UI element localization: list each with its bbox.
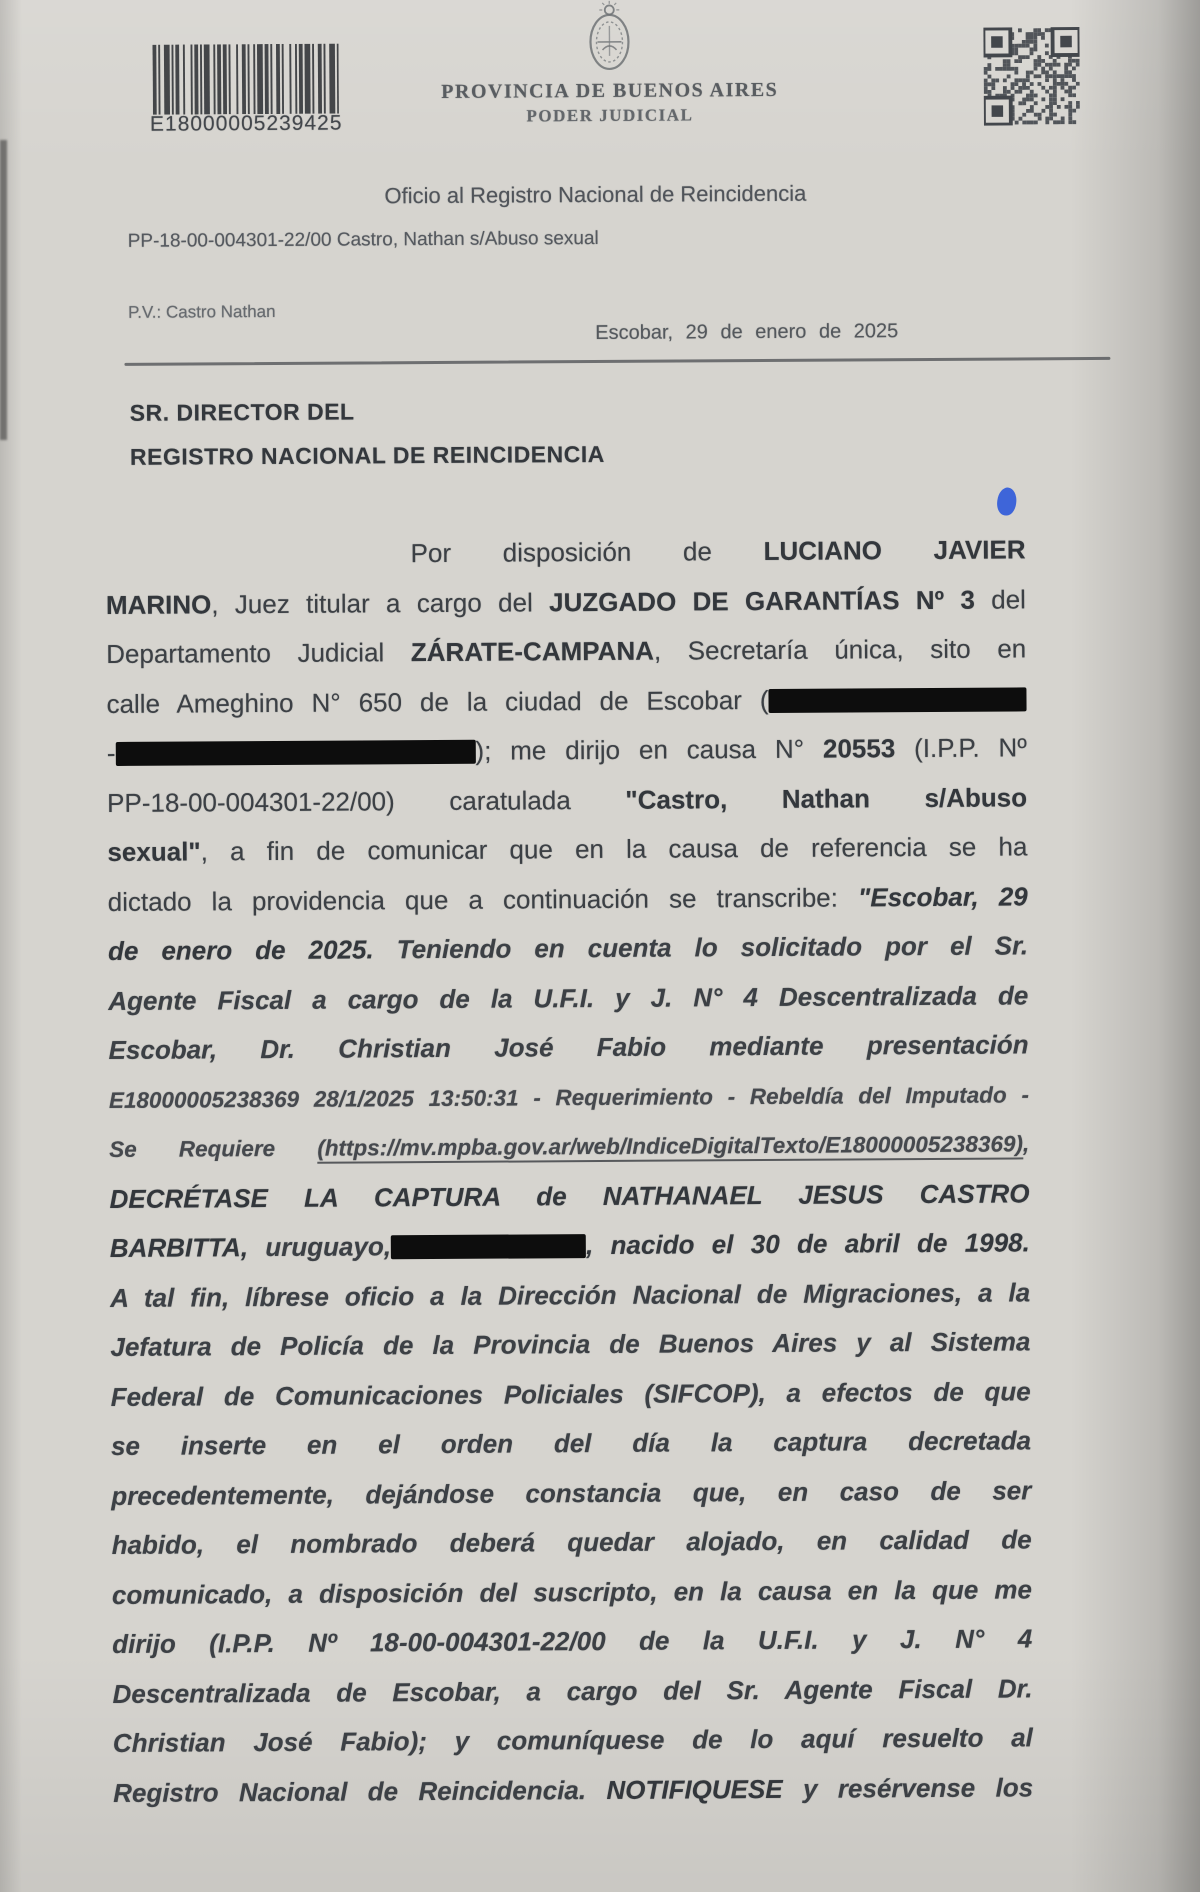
text-segment: , a fin de comunicar que en la causa de referencia se ha	[200, 831, 1028, 867]
barcode-label: E18000005239425	[149, 111, 343, 136]
text-segment: PP-18-00-004301-22/00) caratulada	[107, 784, 626, 818]
addressee-line-2: REGISTRO NACIONAL DE REINCIDENCIA	[129, 440, 605, 470]
redaction-bar	[391, 1234, 586, 1259]
text-segment: ZÁRATE-CAMPANA	[410, 635, 655, 668]
text-segment: NOTIFIQUESE	[606, 1773, 783, 1805]
text-segment: se inserte en el orden del día la captura decretada	[110, 1425, 1032, 1461]
text-line	[113, 1713, 1033, 1768]
coat-of-arms-icon	[577, 0, 641, 78]
text-segment: Agente Fiscal a cargo de la U.F.I. y J. N° 4 Descentralizada de	[108, 979, 1029, 1016]
text-line	[106, 575, 1026, 630]
text-line	[105, 525, 1025, 580]
text-segment: DECRÉTASE LA CAPTURA de NATHANAEL JESUS CASTRO	[109, 1177, 1030, 1214]
text-segment: ,	[1022, 1131, 1030, 1157]
text-segment: habido, el nombrado deberá quedar alojado, en calidad de	[111, 1524, 1032, 1560]
place-date: Escobar, 29 de enero de 2025	[595, 320, 899, 345]
text-line	[108, 1020, 1028, 1075]
text-line	[111, 1416, 1031, 1471]
addressee-line-1: SR. DIRECTOR DEL	[129, 398, 355, 426]
qr-code-icon	[983, 27, 1080, 126]
text-line	[112, 1614, 1032, 1669]
pv-note: P.V.: Castro Nathan	[128, 301, 276, 322]
document-title: Oficio al Registro Nacional de Reincidencia	[384, 180, 807, 209]
text-segment: , Secretaría única, sito en	[653, 633, 1027, 666]
text-segment: JUZGADO DE GARANTÍAS Nº 3	[549, 584, 975, 617]
text-segment: MARINO	[105, 588, 212, 620]
text-line	[110, 1317, 1030, 1372]
text-line	[111, 1466, 1031, 1521]
text-segment: Escobar, Dr. Christian José Fabio mediante presentación	[108, 1029, 1029, 1066]
text-line	[112, 1565, 1032, 1620]
text-line	[108, 872, 1028, 927]
text-segment: precedentemente, dejándose constancia que, en caso de ser	[111, 1474, 1032, 1511]
text-line	[109, 1169, 1029, 1224]
text-segment: Por disposición de	[410, 535, 764, 569]
org-subtitle: PODER JUDICIAL	[526, 105, 694, 126]
text-segment: Teniendo en cuenta lo solicitado por el Sr.	[373, 930, 1029, 965]
text-segment: Descentralizada de Escobar, a cargo del Sr. Agente Fiscal Dr.	[112, 1672, 1033, 1709]
text-line	[106, 624, 1026, 679]
text-segment: uruguayo,	[247, 1231, 392, 1263]
text-segment: Departamento Judicial	[106, 637, 411, 670]
text-segment: del	[974, 583, 1026, 615]
text-line	[109, 1070, 1029, 1125]
text-segment: LUCIANO JAVIER	[763, 534, 1026, 566]
text-line	[110, 1268, 1030, 1323]
text-line	[107, 723, 1027, 778]
text-segment: sexual"	[107, 836, 201, 868]
org-name: PROVINCIA DE BUENOS AIRES	[441, 78, 779, 103]
text-segment: "Castro, Nathan s/Abuso	[625, 781, 1028, 815]
text-segment: E18000005238369 28/1/2025 13:50:31 - Requerimiento - Rebeldía del Imputado -	[108, 1081, 1029, 1113]
separator-line	[124, 357, 1110, 366]
text-line	[110, 1218, 1030, 1273]
body-text	[105, 525, 1033, 1818]
text-segment: (https://mv.mpba.gov.ar/web/IndiceDigitalTexto/E18000005238369)	[317, 1131, 1023, 1163]
text-segment: BARBITTA,	[109, 1232, 249, 1263]
text-segment: de enero de 2025.	[107, 934, 374, 967]
redaction-bar	[768, 687, 1026, 713]
text-line	[107, 773, 1027, 828]
text-line	[113, 1763, 1033, 1818]
text-segment: y resérvense los	[782, 1771, 1034, 1804]
text-segment: ); me dirijo en causa N°	[475, 733, 824, 766]
text-segment: Christian José Fabio); y comuníquese de lo aquí resuelto al	[112, 1722, 1033, 1758]
text-segment: (I.P.P. Nº	[895, 732, 1027, 764]
text-line	[108, 971, 1028, 1026]
text-segment: dictado la providencia que a continuación se transcribe:	[107, 881, 859, 917]
text-segment: "Escobar, 29	[857, 880, 1028, 912]
text-segment: , Juez titular a cargo del	[211, 586, 550, 619]
text-segment: Jefatura de Policía de la Provincia de Buenos Aires y al Sistema	[110, 1326, 1031, 1362]
blue-pen-mark	[996, 487, 1018, 517]
text-segment: 20553	[822, 733, 896, 764]
text-line	[111, 1367, 1031, 1422]
text-segment: Registro Nacional de Reincidencia.	[113, 1774, 607, 1808]
text-segment: A tal fin, líbrese oficio a la Dirección Nacional de Migraciones, a la	[110, 1276, 1031, 1313]
text-segment: comunicado, a disposición del suscripto, en la causa en la que me	[111, 1573, 1033, 1610]
text-segment: dirijo (I.P.P. Nº 18-00-004301-22/00 de la U.F.I. y J. N° 4	[112, 1623, 1033, 1659]
text-line	[107, 822, 1027, 877]
barcode-icon	[152, 44, 338, 115]
text-line	[112, 1515, 1032, 1570]
text-segment: calle Ameghino N° 650 de la ciudad de Escobar (	[106, 684, 769, 719]
redaction-bar	[115, 740, 475, 766]
text-segment: -	[106, 737, 116, 769]
text-line	[109, 1119, 1029, 1174]
case-caption: PP-18-00-004301-22/00 Castro, Nathan s/Abuso sexual	[127, 227, 599, 252]
text-segment: , nacido el 30 de abril de 1998.	[585, 1227, 1030, 1261]
text-segment: Se Requiere	[109, 1135, 318, 1163]
text-line	[106, 674, 1026, 729]
text-segment: Federal de Comunicaciones Policiales (SIFCOP), a efectos de que	[110, 1375, 1031, 1412]
text-line	[112, 1664, 1032, 1719]
text-line	[108, 921, 1028, 976]
